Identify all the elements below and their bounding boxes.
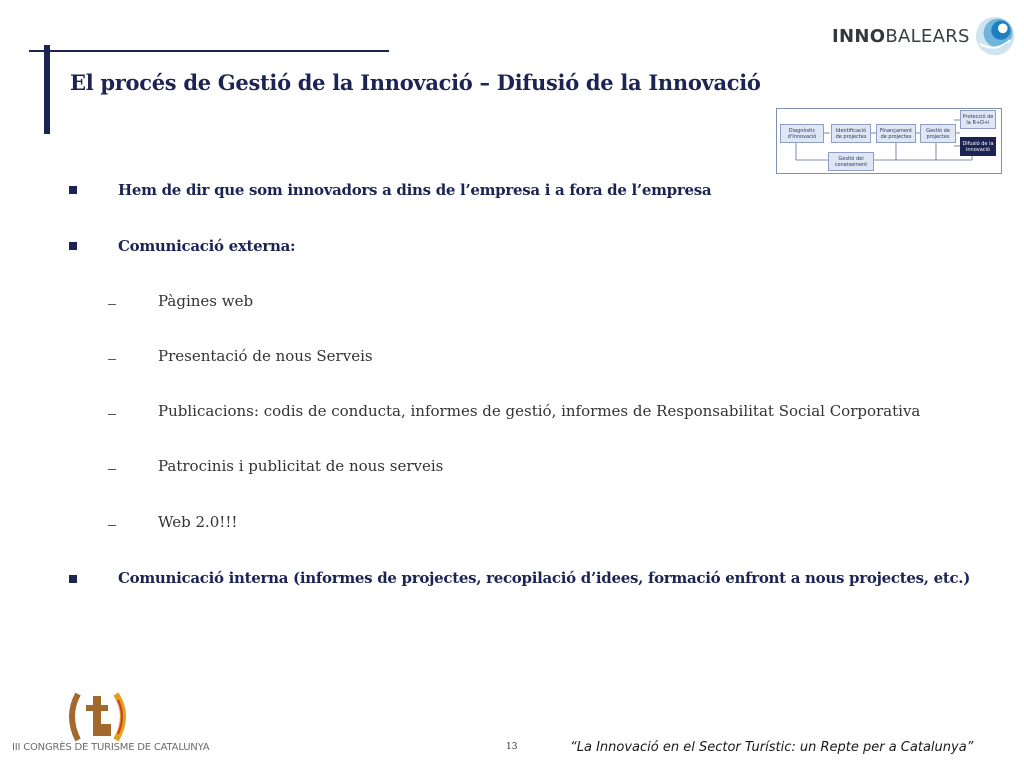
t-logo-icon: [66, 690, 136, 744]
sub-bullet-dash: [108, 359, 116, 360]
logo-text: INNOBALEARS: [832, 25, 970, 47]
innobalears-logo: [832, 13, 1016, 59]
congress-logo: [10, 690, 210, 762]
footer-slogan: “La Innovació en el Sector Turístic: un Repte per a Catalunya”: [570, 740, 974, 755]
sub-bullet-publications: Publicacions: codis de conducta, informes de gestió, informes de Responsabilitat Social Corporativa: [158, 402, 921, 420]
title-accent-line: [29, 50, 389, 52]
sub-bullet-new-services: Presentació de nous Serveis: [158, 347, 373, 365]
diagram-step-project-management: Gestió de projectes: [920, 124, 956, 143]
bullet-innovators: Hem de dir que som innovadors a dins de l’empresa i a fora de l’empresa: [118, 181, 712, 199]
page-title: El procés de Gestió de la Innovació – Difusió de la Innovació: [70, 70, 761, 95]
bullet-external-communication: Comunicació externa:: [118, 237, 296, 255]
title-accent-bar: [44, 45, 50, 134]
congress-brand: III CONGRÈS DE TURISME DE CATALUNYA: [12, 742, 210, 753]
bullet-square: [69, 186, 77, 194]
diagram-step-knowledge: Gestió del coneixement: [828, 152, 874, 171]
bullet-square: [69, 242, 77, 250]
sub-bullet-web-pages: Pàgines web: [158, 292, 254, 310]
sub-bullet-sponsorship: Patrocinis i publicitat de nous serveis: [158, 457, 444, 475]
process-diagram: [776, 108, 1002, 174]
diagram-step-protection: Protecció de la R+D+i: [960, 110, 996, 129]
bullet-internal-communication: Comunicació interna (informes de projectes, recopilació d’idees, formació enfront a nous projectes, etc.): [118, 569, 971, 587]
diagram-step-diagnostic: Diagnòstic d'Innovació: [780, 124, 824, 143]
sub-bullet-web20: Web 2.0!!!: [158, 513, 238, 531]
page-number: 13: [506, 742, 518, 752]
sub-bullet-dash: [108, 414, 116, 415]
diagram-step-financing: Finançament de projectes: [876, 124, 916, 143]
sub-bullet-dash: [108, 525, 116, 526]
sub-bullet-dash: [108, 304, 116, 305]
bullet-square: [69, 575, 77, 583]
sub-bullet-dash: [108, 469, 116, 470]
diagram-step-diffusion: Difusió de la innovació: [960, 137, 996, 156]
globe-icon: [974, 14, 1016, 58]
diagram-step-identification: Identificació de projectes: [831, 124, 871, 143]
